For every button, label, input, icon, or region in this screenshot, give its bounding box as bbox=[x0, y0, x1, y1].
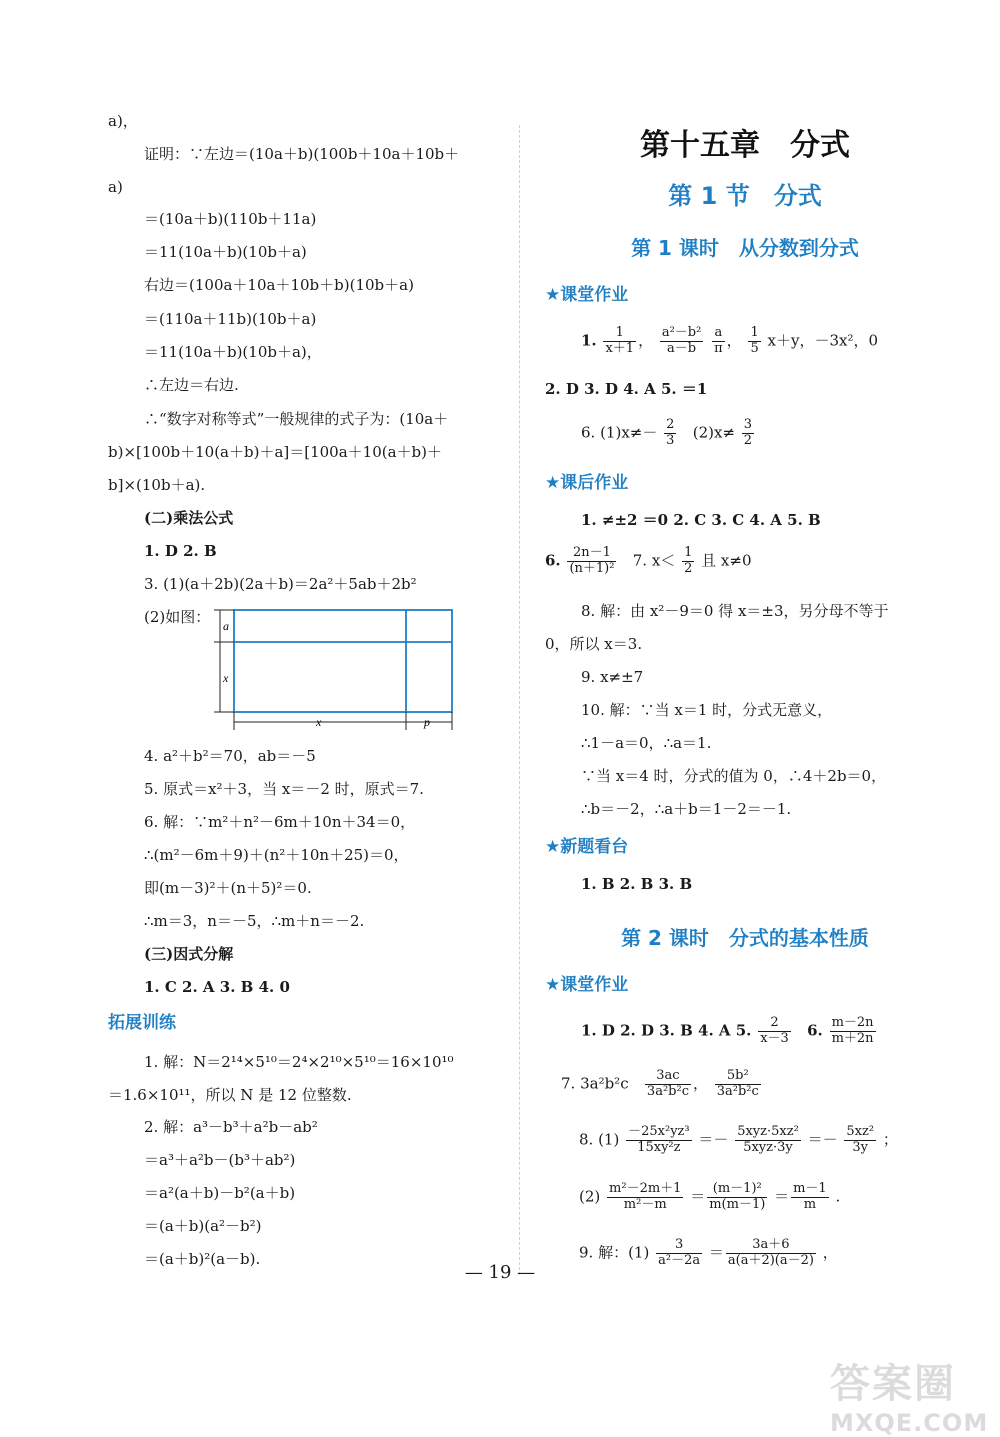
answer-line: 9. 解：(1) $\frac{3}{\text{a²－2a}}$ ＝ $\frac{3a+6}{a(a+2)(a-2)}$ ， bbox=[579, 1237, 838, 1268]
answer-line: 2. 解：a³－b³＋a²b－ab² bbox=[144, 1118, 318, 1136]
answer-line: ＝a³＋a²b－(b³＋ab²) bbox=[144, 1151, 296, 1169]
answer-line: 1. D 2. D 3. B 4. A 5. $\frac{2}{x-3}$ 6. $\frac{m-2n}{m+2n}$ bbox=[581, 1015, 874, 1046]
subsection-heading: (三)因式分解 bbox=[144, 945, 234, 963]
answer-line: 1. ≠±2 ＝0 2. C 3. C 4. A 5. B bbox=[581, 511, 821, 529]
answer-line: 8. (1) $\frac{\text{－25x²yz³}}{\text{15xy²z}}$ ＝－ $\frac{\text{5xyz·5xz²}}{\text{5xyz·3y}}$ ＝－ $\frac{\text{5xz²}}{3y}$ ； bbox=[579, 1124, 898, 1155]
text-line: b)×[100b＋10(a＋b)＋a]＝[100a＋10(a＋b)＋ bbox=[108, 443, 442, 461]
section-title: 第 1 节 分式 bbox=[668, 182, 822, 210]
label-x-horizontal: x bbox=[316, 715, 322, 729]
label-p: p bbox=[424, 715, 430, 729]
fraction: $\frac{\text{－25x²yz³}}{\text{15xy²z}}$ bbox=[628, 1124, 690, 1155]
exercise-heading: ★新题看台 bbox=[545, 837, 629, 857]
fraction: $\frac{2}{x-3}$ bbox=[760, 1015, 789, 1046]
text-line: ∴左边＝右边. bbox=[144, 376, 239, 394]
fraction: $\frac{a}{\pi}$ bbox=[714, 325, 723, 356]
column-divider bbox=[519, 125, 520, 1275]
text-line: ∴“数字对称等式”一般规律的式子为：(10a＋ bbox=[144, 410, 449, 428]
fraction: $\frac{\text{a²－b²}}{a-b}$ bbox=[661, 325, 702, 356]
answer-line: ＝(a＋b)(a²－b²) bbox=[144, 1217, 262, 1235]
answer-line: ∴m＝3，n＝－5，∴m＋n＝－2. bbox=[144, 912, 365, 930]
fraction: $\frac{\text{(m－1)²}}{m(m-1)}$ bbox=[709, 1181, 766, 1212]
answer-line: ∵当 x＝4 时，分式的值为 0，∴4＋2b＝0， bbox=[581, 767, 887, 785]
diagram-outer-rect bbox=[234, 610, 452, 712]
fraction: $\frac{3}{2}$ bbox=[743, 417, 753, 448]
watermark-logo bbox=[830, 1352, 988, 1437]
answer-line: 1. B 2. B 3. B bbox=[581, 875, 693, 893]
fraction: $\frac{\text{5xz²}}{3y}$ bbox=[846, 1124, 875, 1155]
answer-line: 8. 解：由 x²－9＝0 得 x＝±3，另分母不等于 bbox=[581, 602, 889, 620]
exercise-heading: ★课堂作业 bbox=[545, 285, 629, 305]
lesson-title: 第 2 课时 分式的基本性质 bbox=[621, 926, 869, 950]
text-line: a)， bbox=[108, 112, 138, 130]
fraction: $\frac{\text{5b²}}{\text{3a²b²c}}$ bbox=[716, 1068, 759, 1099]
answer-line: 即(m－3)²＋(n＋5)²＝0. bbox=[144, 879, 312, 897]
fraction: $\frac{\text{m²－2m＋1}}{\text{m²－m}}$ bbox=[609, 1181, 682, 1212]
answer-line: ＝(a＋b)²(a－b). bbox=[144, 1250, 261, 1268]
text-line: a) bbox=[108, 178, 123, 196]
answer-line: ∴(m²－6m＋9)＋(n²＋10n＋25)＝0， bbox=[144, 846, 409, 864]
text-line: ＝11(10a＋b)(10b＋a) bbox=[144, 243, 307, 261]
question-number: 1. bbox=[581, 331, 597, 350]
fraction: $\frac{m-1}{m}$ bbox=[793, 1181, 827, 1212]
answer-line: ∴b＝－2，∴a＋b＝1－2＝－1. bbox=[581, 800, 792, 818]
watermark-text: 答案圈 bbox=[830, 1361, 956, 1407]
watermark-url: MXQE.COM bbox=[830, 1409, 989, 1437]
answer-line: 1. C 2. A 3. B 4. 0 bbox=[144, 978, 290, 996]
section-heading: 拓展训练 bbox=[108, 1013, 176, 1033]
answer-line: 0，所以 x＝3. bbox=[545, 635, 643, 653]
fraction: $\frac{2n-1}{\text{(n＋1)²}}$ bbox=[569, 545, 615, 576]
fraction: $\frac{1}{2}$ bbox=[684, 545, 693, 576]
text-line: ＝(110a＋11b)(10b＋a) bbox=[144, 310, 317, 328]
answer-line: 2. D 3. D 4. A 5. ＝1 bbox=[545, 380, 708, 398]
text-line: ＝11(10a＋b)(10b＋a)， bbox=[144, 343, 322, 361]
label-x-vertical: x bbox=[223, 671, 229, 685]
chapter-title: 第十五章 分式 bbox=[640, 128, 850, 163]
area-diagram bbox=[208, 606, 468, 736]
answer-line: 4. a²＋b²＝70，ab＝－5 bbox=[144, 747, 316, 765]
exercise-heading: ★课堂作业 bbox=[545, 975, 629, 995]
answer-line: 6. $\frac{2n-1}{\text{(n＋1)²}}$ 7. x＜ $\frac{1}{2}$ 且 x≠0 bbox=[545, 545, 752, 576]
answer-line: 6. 解：∵m²＋n²－6m＋10n＋34＝0， bbox=[144, 813, 416, 831]
fraction: $\frac{2}{3}$ bbox=[666, 417, 675, 448]
answer-line: (2)如图： bbox=[144, 608, 211, 626]
text-line: ＝(10a＋b)(110b＋11a) bbox=[144, 210, 317, 228]
fraction: $\frac{3ac}{\text{3a²b²c}}$ bbox=[646, 1068, 689, 1099]
text-line: b]×(10b＋a). bbox=[108, 476, 206, 494]
answer-line: ∴1－a＝0，∴a＝1. bbox=[581, 734, 712, 752]
answer-line: (2) $\frac{\text{m²－2m＋1}}{\text{m²－m}}$ ＝ $\frac{\text{(m－1)²}}{m(m-1)}$ ＝ $\frac{m-1}{m}$ . bbox=[579, 1181, 841, 1212]
answer-line: 7. 3a²b²c $\frac{3ac}{\text{3a²b²c}}$ ， $\frac{\text{5b²}}{\text{3a²b²c}}$ bbox=[561, 1068, 759, 1099]
answer-text: x＋y，－3x²，0 bbox=[767, 331, 879, 350]
text-line: 证明：∵左边＝(10a＋b)(100b＋10a＋10b＋ bbox=[144, 145, 460, 163]
answer-line: ＝1.6×10¹¹，所以 N 是 12 位整数. bbox=[108, 1086, 352, 1104]
fraction: $\frac{1}{5}$ bbox=[750, 325, 759, 356]
page-number: — 19 — bbox=[0, 1262, 1000, 1283]
answer-line: 1. $\frac{1}{x+1}$ ， $\frac{\text{a²－b²}}{a-b}$ $\frac{a}{\pi}$ ， $\frac{1}{5}$ x＋y，－3x²，0 bbox=[581, 325, 879, 356]
answer-line: 5. 原式＝x²＋3，当 x＝－2 时，原式＝7. bbox=[144, 780, 424, 798]
text-line: 右边＝(100a＋10a＋10b＋b)(10b＋a) bbox=[144, 276, 414, 294]
answer-line: 3. (1)(a＋2b)(2a＋b)＝2a²＋5ab＋2b² bbox=[144, 575, 417, 593]
fraction: $\frac{\text{5xyz·5xz²}}{\text{5xyz·3y}}$ bbox=[737, 1124, 799, 1155]
answer-line: 9. x≠±7 bbox=[581, 668, 644, 686]
fraction: $\frac{3}{\text{a²－2a}}$ bbox=[658, 1237, 701, 1268]
label-a: a bbox=[223, 619, 229, 633]
answer-line: 10. 解：∵当 x＝1 时，分式无意义， bbox=[581, 701, 833, 719]
fraction: $\frac{1}{x+1}$ bbox=[605, 325, 635, 356]
subsection-heading: (二)乘法公式 bbox=[144, 509, 234, 527]
fraction: $\frac{m-2n}{m+2n}$ bbox=[831, 1015, 874, 1046]
answer-line: 1. 解：N＝2¹⁴×5¹⁰＝2⁴×2¹⁰×5¹⁰＝16×10¹⁰ bbox=[144, 1053, 454, 1071]
lesson-title: 第 1 课时 从分数到分式 bbox=[631, 236, 859, 260]
answer-line: ＝a²(a＋b)－b²(a＋b) bbox=[144, 1184, 296, 1202]
answer-line: 6. (1)x≠－ $\frac{2}{3}$ (2)x≠ $\frac{3}{2}$ bbox=[581, 417, 753, 448]
answer-line: 1. D 2. B bbox=[144, 542, 217, 560]
fraction: $\frac{3a+6}{a(a+2)(a-2)}$ bbox=[727, 1237, 814, 1268]
exercise-heading: ★课后作业 bbox=[545, 473, 629, 493]
